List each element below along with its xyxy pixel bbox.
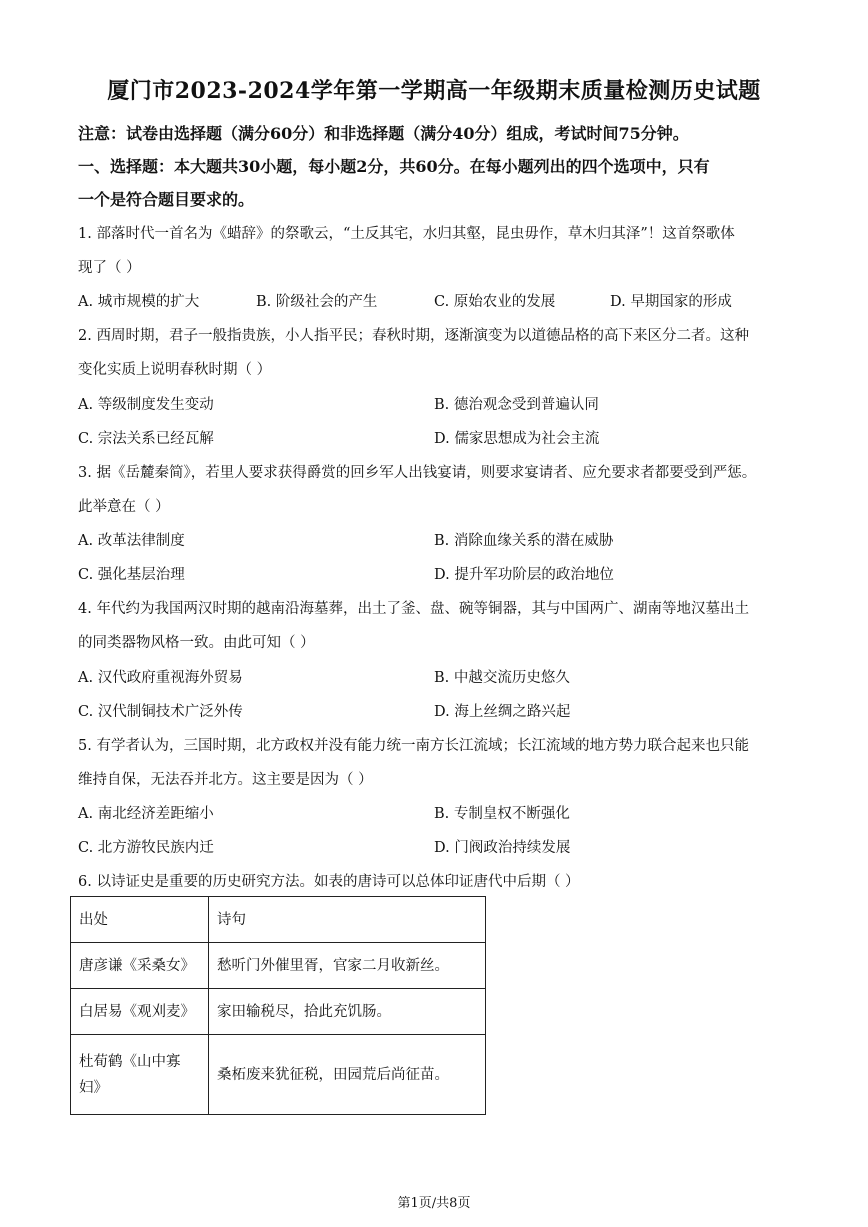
question-3-option-b[interactable]: B. 消除血缘关系的潜在威胁 xyxy=(434,533,614,549)
question-5-option-c[interactable]: C. 北方游牧民族内迁 xyxy=(78,840,214,856)
table-cell-source: 杜荀鹤《山中寡妇》 xyxy=(71,1035,209,1115)
question-3-option-d[interactable]: D. 提升军功阶层的政治地位 xyxy=(434,567,614,583)
table-row xyxy=(71,989,486,1035)
table-header-row xyxy=(71,897,486,943)
question-5-stem-line2: 维持自保，无法吞并北方。这主要是因为（ ） xyxy=(78,772,373,788)
question-4-option-a[interactable]: A. 汉代政府重视海外贸易 xyxy=(78,670,243,686)
section-header-line1: 一、选择题：本大题共30小题，每小题2分，共60分。在每小题列出的四个选项中，只有 xyxy=(78,157,710,176)
question-2-option-c[interactable]: C. 宗法关系已经瓦解 xyxy=(78,431,214,447)
question-3-stem-line2: 此举意在（ ） xyxy=(78,499,170,515)
question-4-option-b[interactable]: B. 中越交流历史悠久 xyxy=(434,670,570,686)
table-row xyxy=(71,943,486,989)
question-6-stem-line1: 6. 以诗证史是重要的历史研究方法。如表的唐诗可以总体印证唐代中后期（ ） xyxy=(78,874,580,890)
question-1-option-d[interactable]: D. 早期国家的形成 xyxy=(610,294,732,310)
table-cell-source: 白居易《观刈麦》 xyxy=(71,989,209,1035)
question-2-option-d[interactable]: D. 儒家思想成为社会主流 xyxy=(434,431,600,447)
table-header-verse: 诗句 xyxy=(209,897,486,943)
question-1-option-c[interactable]: C. 原始农业的发展 xyxy=(434,294,556,310)
poetry-source-table xyxy=(70,896,486,1115)
question-1-option-b[interactable]: B. 阶级社会的产生 xyxy=(256,294,378,310)
question-4-option-d[interactable]: D. 海上丝绸之路兴起 xyxy=(434,704,571,720)
table-row xyxy=(71,1035,486,1115)
page-title: 厦门市2023-2024学年第一学期高一年级期末质量检测历史试题 xyxy=(107,78,761,104)
question-5-option-d[interactable]: D. 门阀政治持续发展 xyxy=(434,840,571,856)
exam-notice: 注意：试卷由选择题（满分60分）和非选择题（满分40分）组成，考试时间75分钟。 xyxy=(78,124,689,143)
question-3-option-c[interactable]: C. 强化基层治理 xyxy=(78,567,185,583)
table-cell-verse: 家田输税尽，拾此充饥肠。 xyxy=(209,989,486,1035)
question-4-option-c[interactable]: C. 汉代制铜技术广泛外传 xyxy=(78,704,243,720)
question-1-option-a[interactable]: A. 城市规模的扩大 xyxy=(78,294,200,310)
question-3-option-a[interactable]: A. 改革法律制度 xyxy=(78,533,185,549)
page-footer: 第1页/共8页 xyxy=(397,1196,471,1211)
question-5-stem-line1: 5. 有学者认为，三国时期，北方政权并没有能力统一南方长江流域；长江流域的地方势力联合起来也只能 xyxy=(78,738,749,754)
question-1-stem-line2: 现了（ ） xyxy=(78,260,141,276)
question-2-option-a[interactable]: A. 等级制度发生变动 xyxy=(78,397,214,413)
table-header-source: 出处 xyxy=(71,897,209,943)
table-cell-source: 唐彦谦《采桑女》 xyxy=(71,943,209,989)
question-2-stem-line2: 变化实质上说明春秋时期（ ） xyxy=(78,362,272,378)
question-2-stem-line1: 2. 西周时期，君子一般指贵族，小人指平民；春秋时期，逐渐演变为以道德品格的高下来区分二者。这种 xyxy=(78,328,749,344)
table-cell-verse: 愁听门外催里胥，官家二月收新丝。 xyxy=(209,943,486,989)
table-cell-verse: 桑柘废来犹征税，田园荒后尚征苗。 xyxy=(209,1035,486,1115)
question-4-stem-line2: 的同类器物风格一致。由此可知（ ） xyxy=(78,635,315,651)
question-5-option-b[interactable]: B. 专制皇权不断强化 xyxy=(434,806,570,822)
question-5-option-a[interactable]: A. 南北经济差距缩小 xyxy=(78,806,214,822)
section-header-line2: 一个是符合题目要求的。 xyxy=(78,190,255,209)
question-2-option-b[interactable]: B. 德治观念受到普遍认同 xyxy=(434,397,599,413)
question-1-stem-line1: 1. 部落时代一首名为《蜡辞》的祭歌云，“土反其宅，水归其壑，昆虫毋作，草木归其泽”！这首祭歌体 xyxy=(78,226,735,242)
question-4-stem-line1: 4. 年代约为我国两汉时期的越南沿海墓葬，出土了釜、盘、碗等铜器，其与中国两广、湖南等地汉墓出土 xyxy=(78,601,749,617)
question-3-stem-line1: 3. 据《岳麓秦简》，若里人要求获得爵赏的回乡军人出钱宴请，则要求宴请者、应允要求者都要受到严惩。 xyxy=(78,465,757,481)
